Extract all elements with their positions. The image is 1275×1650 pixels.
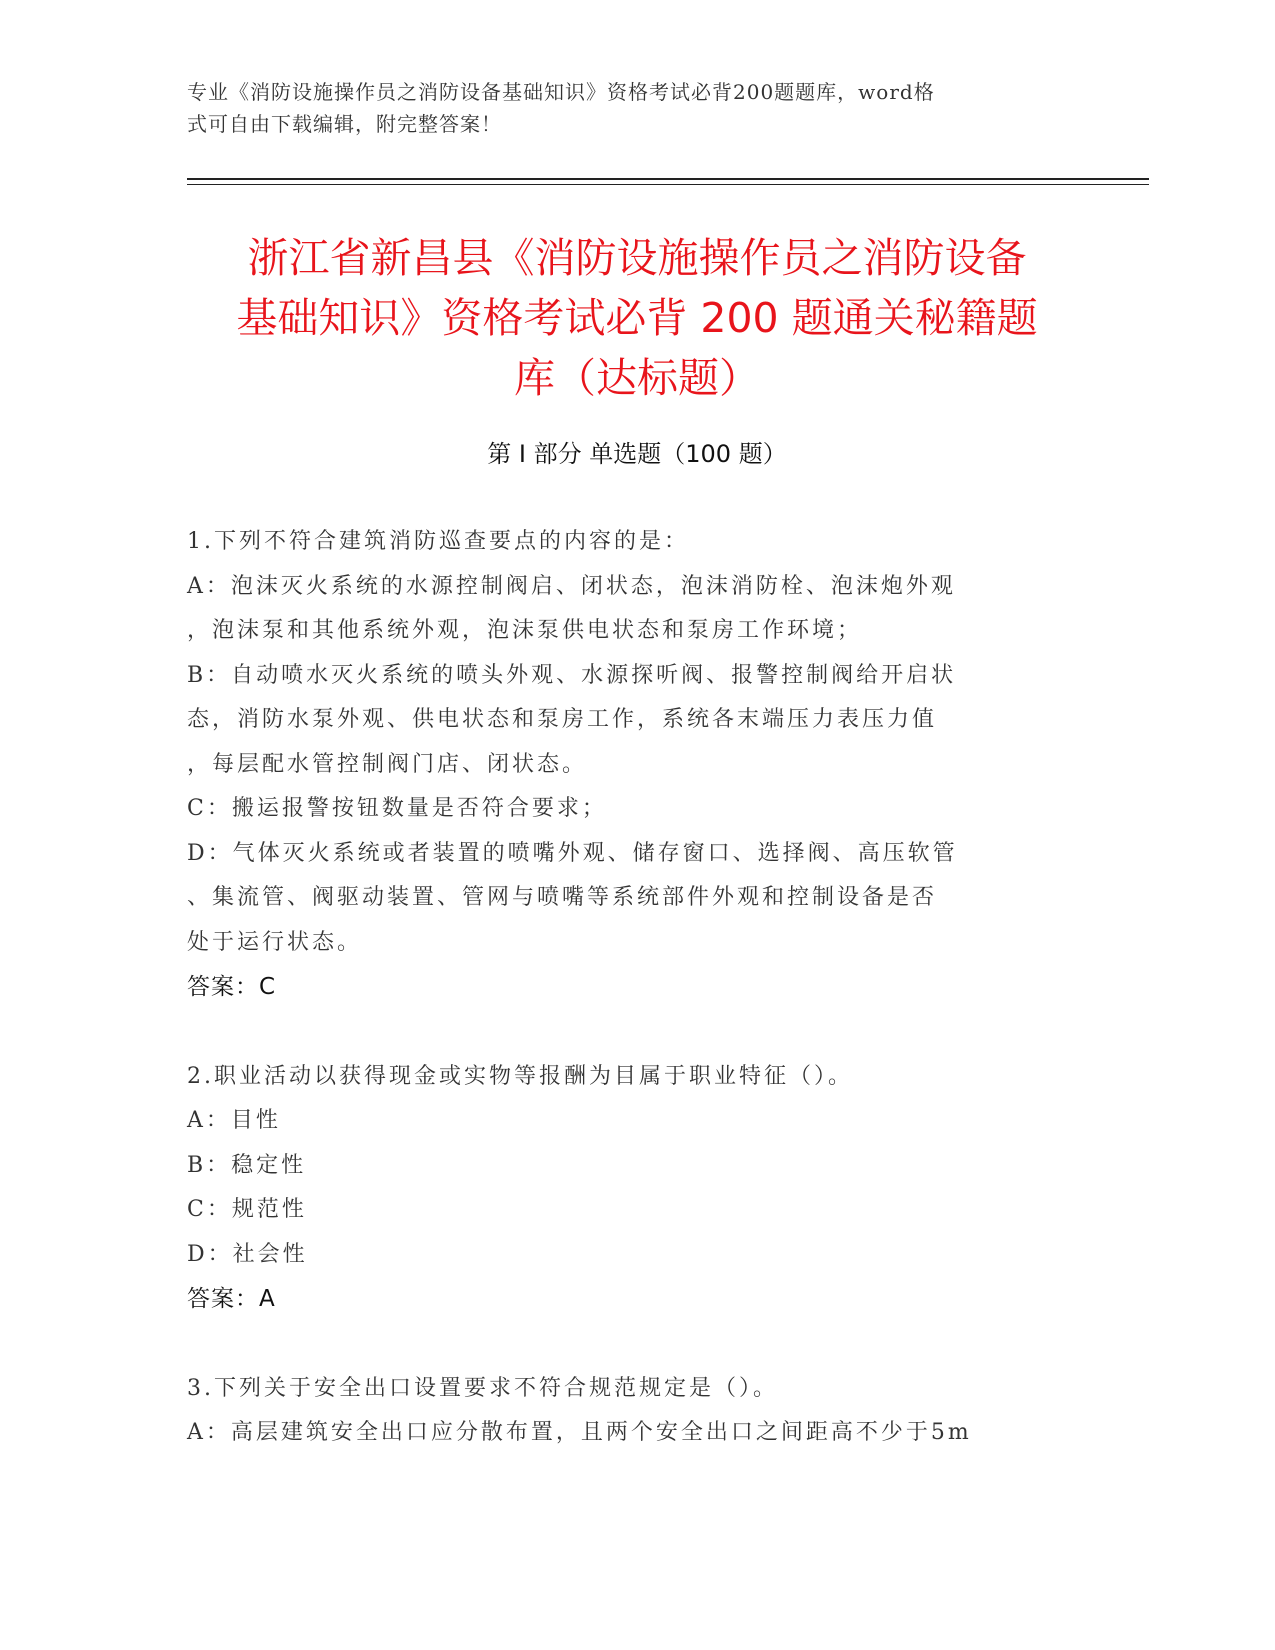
question-1-option-b: B：自动喷水灭火系统的喷头外观、水源探听阀、报警控制阀给开启状 (187, 662, 957, 688)
header-note-line-2: 式可自由下载编辑，附完整答案！ (187, 112, 502, 136)
question-1-option-b-cont-2: ，每层配水管控制阀门店、闭状态。 (187, 751, 588, 777)
section-heading: 第 I 部分 单选题（100 题） (487, 440, 787, 468)
question-1-stem: 1.下列不符合建筑消防巡查要点的内容的是： (187, 529, 689, 554)
document-title-line-1: 浙江省新昌县《消防设施操作员之消防设备 (247, 234, 1027, 282)
question-2-answer: 答案：A (187, 1286, 276, 1312)
question-3 (187, 1367, 1087, 1456)
header-note (187, 76, 1087, 140)
question-list (187, 520, 1087, 1456)
question-1-option-d-cont-2: 处于运行状态。 (187, 929, 363, 955)
header-divider-thick (187, 178, 1149, 180)
question-1-option-b-cont-1: 态，消防水泵外观、供电状态和泵房工作，系统各末端压力表压力值 (187, 707, 938, 732)
question-1-option-a: A：泡沫灭火系统的水源控制阀启、闭状态，泡沫消防栓、泡沫炮外观 (187, 573, 956, 599)
document-title (187, 228, 1087, 408)
question-gap (187, 1010, 1087, 1055)
question-1 (187, 520, 1087, 1010)
question-2-option-a: A：目性 (187, 1108, 281, 1133)
question-1-option-c: C：搬运报警按钮数量是否符合要求； (187, 796, 607, 821)
question-3-option-a: A：高层建筑安全出口应分散布置，且两个安全出口之间距高不少于5m (187, 1420, 972, 1445)
question-2-option-b: B：稳定性 (187, 1152, 307, 1178)
document-title-line-2: 基础知识》资格考试必背 200 题通关秘籍题 (236, 294, 1038, 342)
question-1-option-d: D：气体灭火系统或者装置的喷嘴外观、储存窗口、选择阀、高压软管 (187, 840, 958, 866)
header-divider-thin (187, 184, 1149, 185)
question-3-stem: 3.下列关于安全出口设置要求不符合规范规定是（）。 (187, 1375, 778, 1401)
question-2 (187, 1055, 1087, 1322)
question-1-option-a-cont: ，泡沫泵和其他系统外观，泡沫泵供电状态和泵房工作环境； (187, 618, 863, 643)
document-title-line-3: 库（达标题） (514, 354, 760, 402)
question-gap (187, 1322, 1087, 1367)
header-note-line-1: 专业《消防设施操作员之消防设备基础知识》资格考试必背200题题库，word格 (187, 80, 935, 104)
question-2-stem: 2.职业活动以获得现金或实物等报酬为目属于职业特征（）。 (187, 1063, 853, 1089)
question-1-answer: 答案：C (187, 974, 277, 1000)
question-1-option-d-cont-1: 、集流管、阀驱动装置、管网与喷嘴等系统部件外观和控制设备是否 (187, 885, 938, 910)
question-2-option-d: D：社会性 (187, 1241, 308, 1267)
question-2-option-c: C：规范性 (187, 1197, 307, 1222)
